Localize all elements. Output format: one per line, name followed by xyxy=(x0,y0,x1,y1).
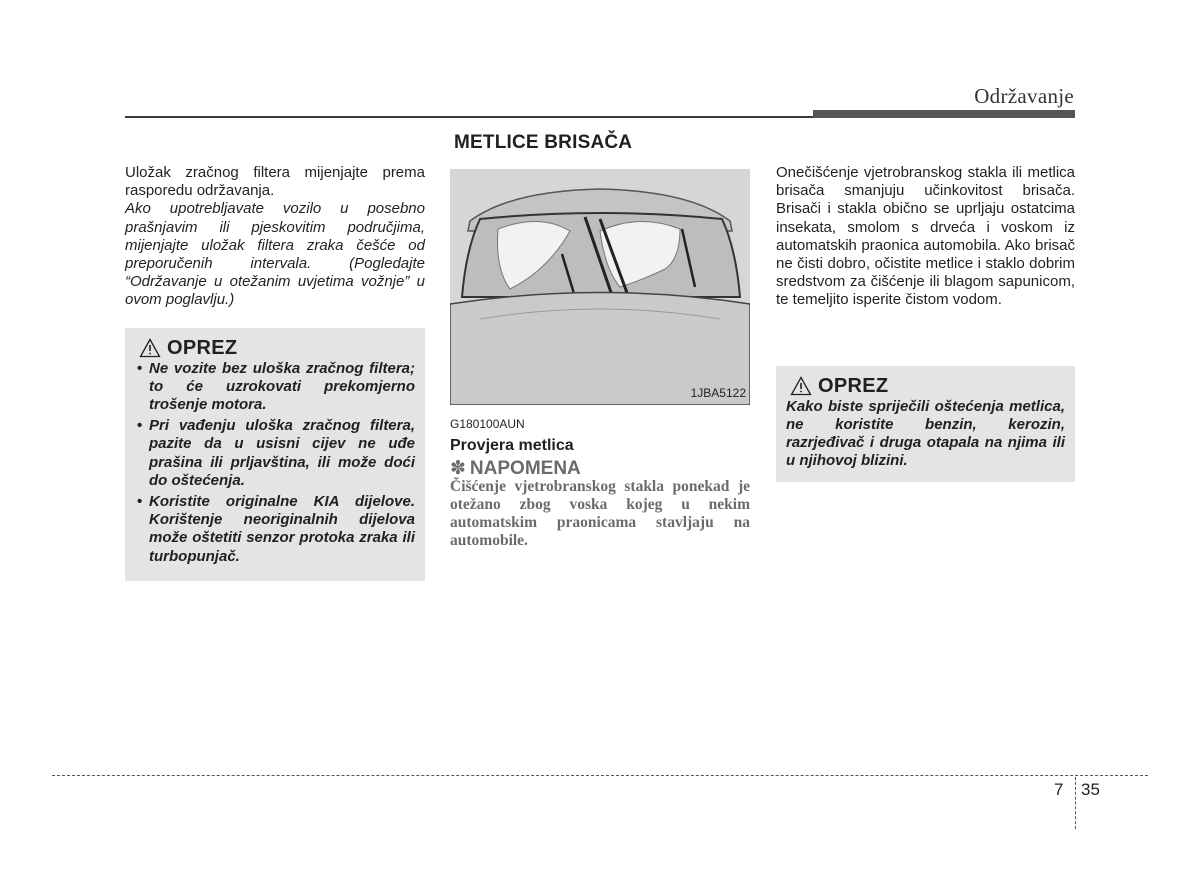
caution-box xyxy=(125,328,425,581)
caution-item: • Pri vađenju uloška zračnog filtera, pazite da u usisni cijev ne uđe prašina ili prljavština, ili može doći do oštećenja. xyxy=(149,417,415,490)
section-title: METLICE BRISAČA xyxy=(454,132,633,153)
subheading: Provjera metlica xyxy=(450,437,574,455)
note-title: NAPOMENA xyxy=(469,457,581,479)
column-right xyxy=(776,164,1075,482)
warning-triangle-icon xyxy=(790,376,812,396)
footer-rule xyxy=(52,775,1148,776)
caution-list xyxy=(135,360,415,566)
wiper-cleaning-paragraph: Onečišćenje vjetrobranskog stakla ili metlica brisača smanjuju učinkovitost brisača. Brisači i stakla obično se uprljaju ostatcima insekata, smolom s drveća i voskom iz automatskih praonica automobila. Ako brisač ne čisti dobro, očistite metlice i staklo dobrim sredstvom za čišćenje ili blagom sapunicom, te temeljito isperite čistom vodom. xyxy=(776,164,1075,309)
figure-code: 1JBA5122 xyxy=(690,386,746,400)
windshield-wiper-illustration xyxy=(450,169,750,405)
footer-divider xyxy=(1075,777,1076,829)
column-left xyxy=(125,164,425,581)
page-number: 35 xyxy=(1081,780,1100,799)
caution-box xyxy=(776,366,1075,483)
caution-item: • Ne vozite bez uloška zračnog filtera; to će uzrokovati prekomjerno trošenje motora. xyxy=(149,360,415,415)
windshield-drawing xyxy=(450,169,750,405)
column-middle xyxy=(450,134,750,551)
caution-title: OPREZ xyxy=(167,336,238,359)
intro-paragraph: Uložak zračnog filtera mijenjajte prema rasporedu održavanja. xyxy=(125,164,425,200)
chapter-number: 7 xyxy=(1054,780,1064,799)
note-text: Čišćenje vjetrobranskog stakla ponekad je otežano zbog voska kojeg u nekim automatskim praonicama stavljaju na automobile. xyxy=(450,477,750,550)
caution-header xyxy=(139,338,415,358)
caution-title: OPREZ xyxy=(818,374,889,397)
caution-text: Kako biste spriječili oštećenja metlica, ne koristite benzin, kerozin, razrjeđivač i druga otapala na njima ili u njihovoj blizini. xyxy=(786,397,1065,470)
warning-triangle-icon xyxy=(139,338,161,358)
caution-item: • Koristite originalne KIA dijelove. Korištenje neoriginalnih dijelova može oštetiti senzor protoka zraka ili turbopunjač. xyxy=(149,493,415,566)
header-rule xyxy=(125,116,813,118)
chapter-title: Održavanje xyxy=(974,84,1074,108)
dusty-conditions-paragraph: Ako upotrebljavate vozilo u posebno prašnjavim ili pjeskovitim područjima, mijenjajte uložak filtera zraka češće od preporučenih intervala. (Pogledajte “Održavanje u otežanim uvjetima vožnje” u ovom poglavlju.) xyxy=(125,200,425,309)
reference-code: G180100AUN xyxy=(450,417,525,432)
asterisk-icon: ✽ xyxy=(450,457,466,479)
caution-header xyxy=(790,376,1065,396)
header-rule-accent xyxy=(813,110,1075,118)
note-header xyxy=(450,457,750,479)
